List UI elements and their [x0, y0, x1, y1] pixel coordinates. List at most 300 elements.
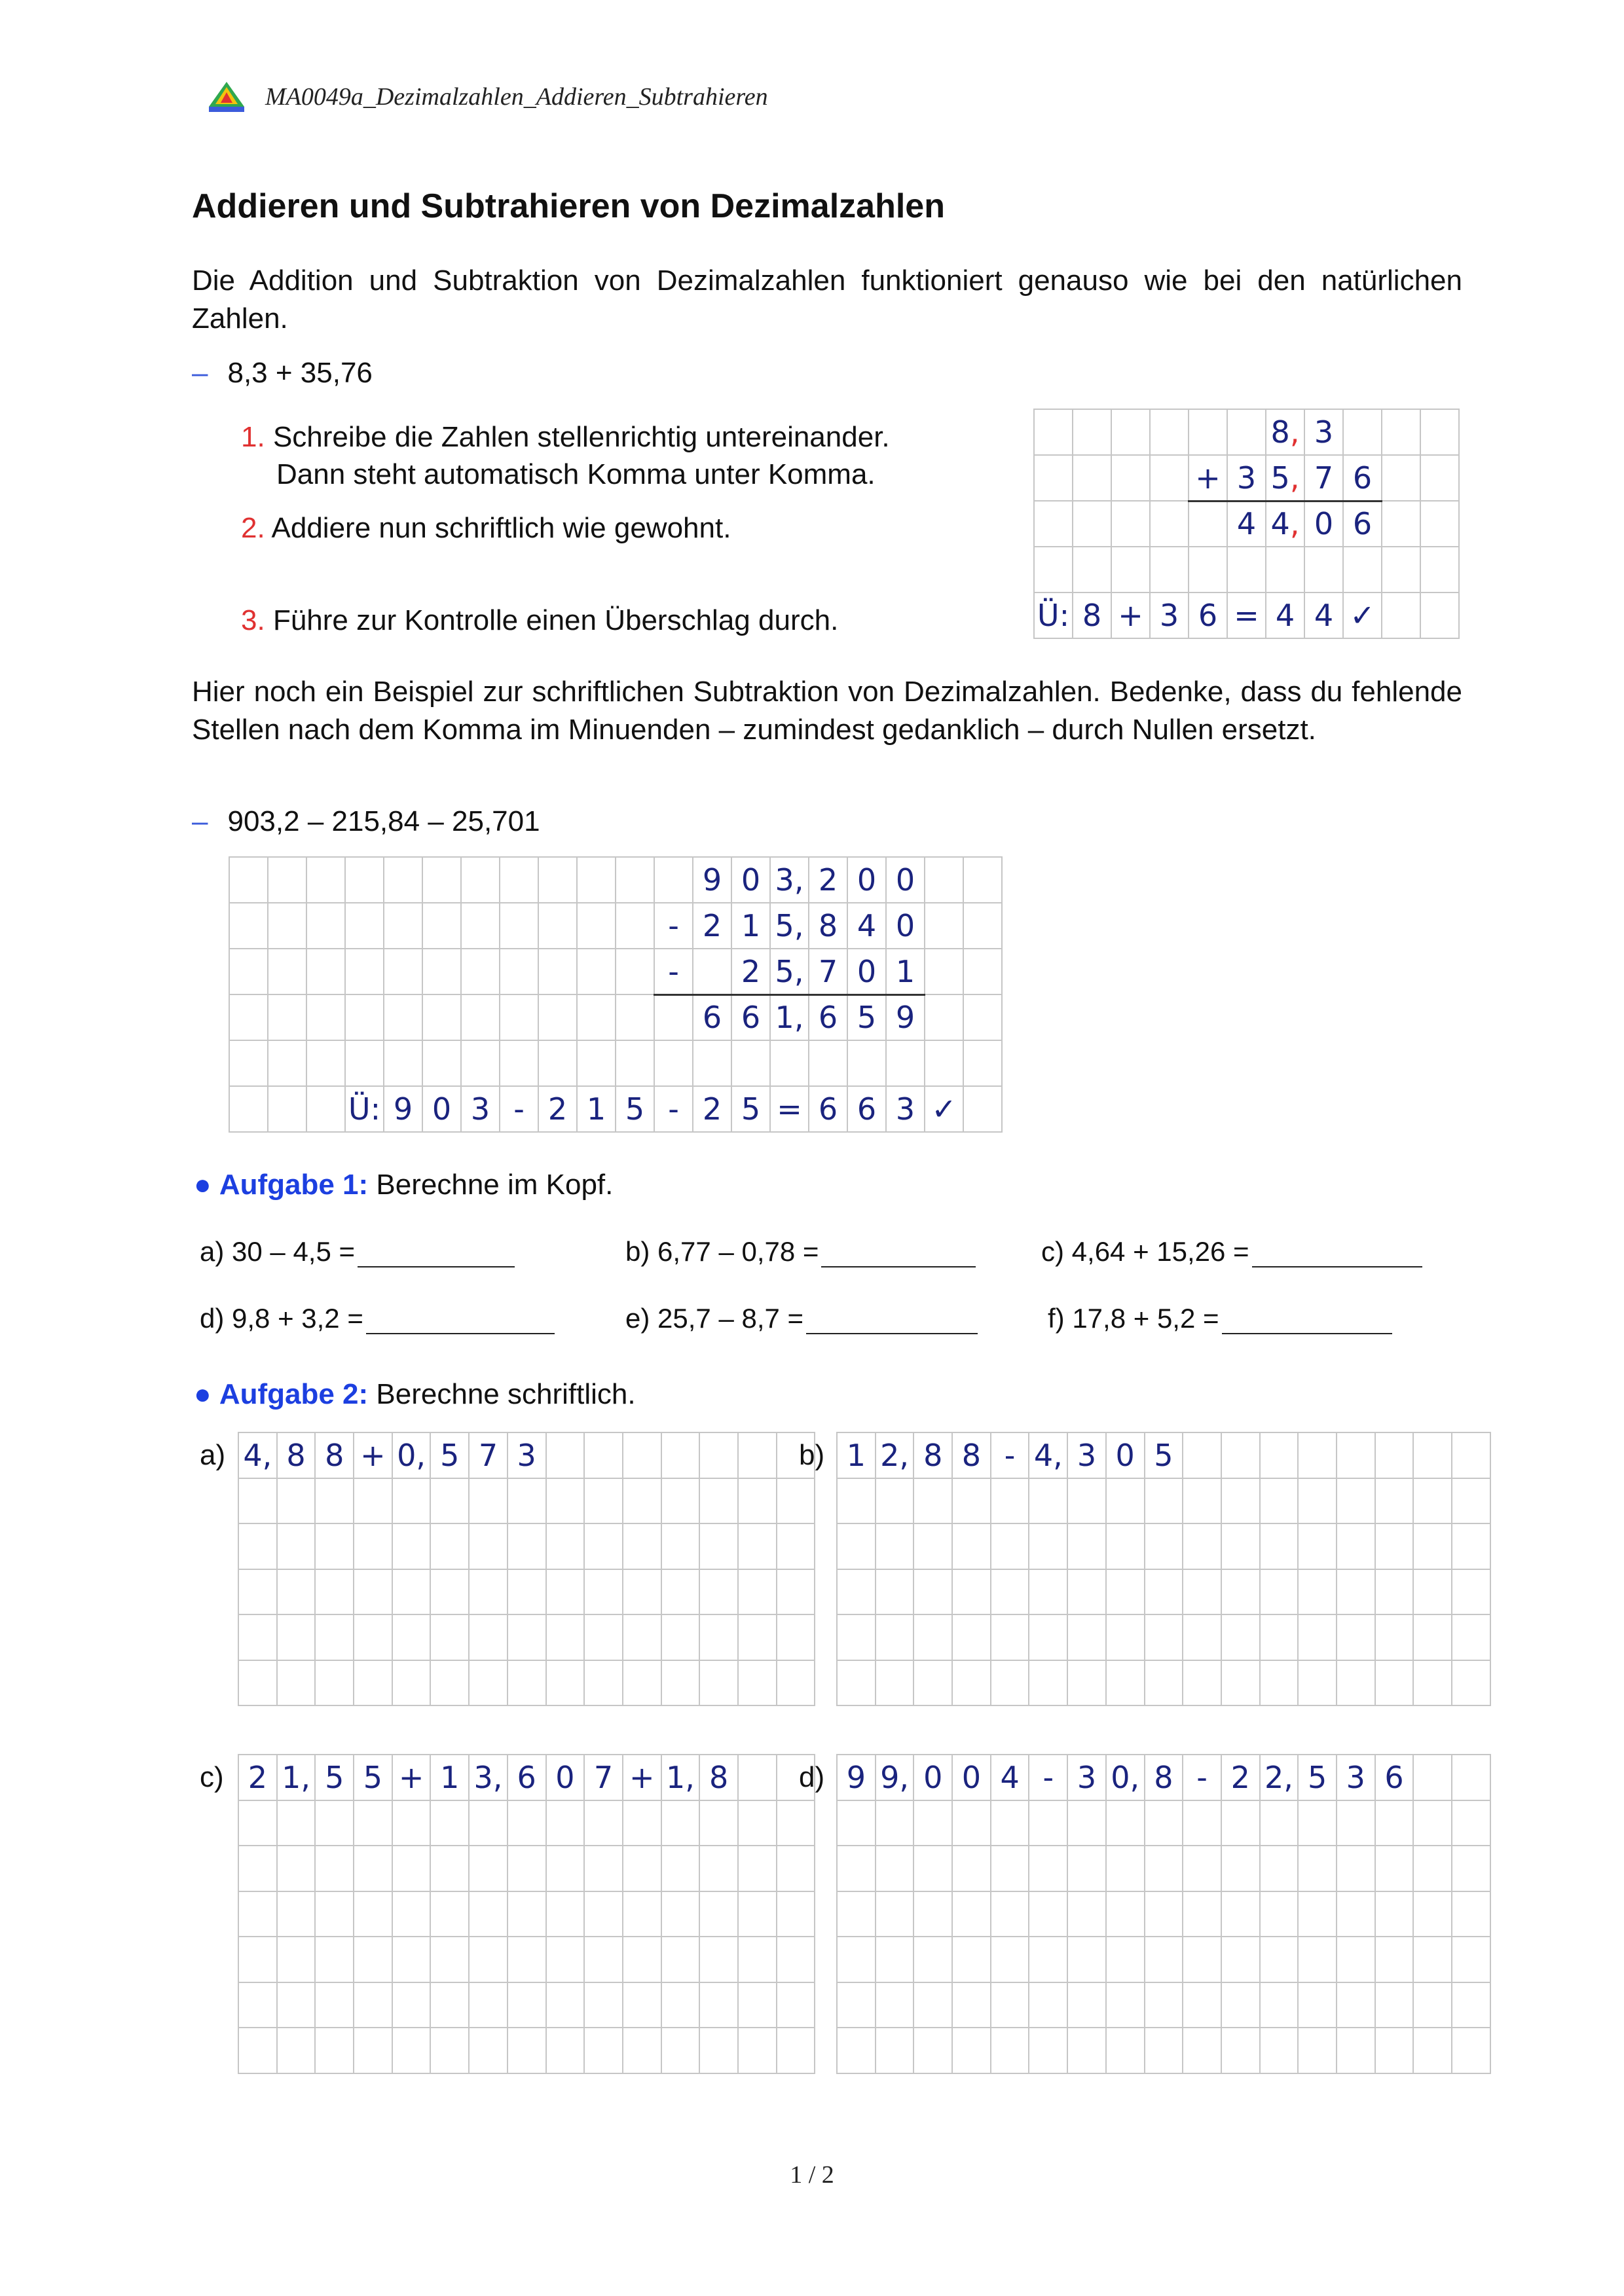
grid-cell[interactable]	[623, 1523, 661, 1569]
grid-cell[interactable]	[1298, 1614, 1337, 1660]
grid-cell[interactable]	[1145, 1478, 1183, 1524]
grid-cell[interactable]	[1183, 1891, 1221, 1937]
grid-cell[interactable]: 7	[584, 1755, 623, 1800]
grid-cell[interactable]	[661, 1432, 700, 1478]
grid-cell[interactable]	[277, 2028, 316, 2073]
grid-cell[interactable]	[837, 1478, 876, 1524]
grid-cell[interactable]	[1298, 1569, 1337, 1615]
grid-cell[interactable]	[1029, 1478, 1067, 1524]
grid-cell[interactable]: 5	[354, 1755, 392, 1800]
grid-cell[interactable]	[1106, 1569, 1145, 1615]
grid-cell[interactable]	[876, 1891, 914, 1937]
grid-cell[interactable]	[277, 1523, 316, 1569]
grid-cell[interactable]	[354, 1846, 392, 1891]
grid-cell[interactable]	[238, 1800, 277, 1846]
grid-cell[interactable]	[238, 1660, 277, 1706]
grid-cell[interactable]	[661, 1660, 700, 1706]
grid-cell[interactable]	[1413, 1478, 1452, 1524]
grid-cell[interactable]	[1067, 1614, 1106, 1660]
grid-cell[interactable]	[1260, 1432, 1299, 1478]
grid-cell[interactable]: 7	[469, 1432, 507, 1478]
grid-cell[interactable]	[837, 1982, 876, 2028]
grid-cell[interactable]	[991, 1569, 1029, 1615]
grid-cell[interactable]	[430, 1614, 469, 1660]
grid-cell[interactable]	[1221, 1432, 1260, 1478]
grid-cell[interactable]	[1413, 1523, 1452, 1569]
grid-cell[interactable]	[991, 1846, 1029, 1891]
grid-cell[interactable]	[837, 1660, 876, 1706]
grid-cell[interactable]	[777, 1982, 815, 2028]
grid-cell[interactable]	[913, 2028, 952, 2073]
grid-cell[interactable]	[1260, 1937, 1299, 1982]
grid-cell[interactable]	[546, 1523, 585, 1569]
grid-cell[interactable]: 4	[991, 1755, 1029, 1800]
grid-cell[interactable]	[1106, 1937, 1145, 1982]
grid-cell[interactable]	[837, 2028, 876, 2073]
grid-cell[interactable]	[584, 1569, 623, 1615]
grid-cell[interactable]	[777, 1891, 815, 1937]
grid-cell[interactable]	[238, 1937, 277, 1982]
grid-cell[interactable]	[238, 1846, 277, 1891]
grid-cell[interactable]	[1183, 2028, 1221, 2073]
grid-cell[interactable]: 4,	[238, 1432, 277, 1478]
grid-cell[interactable]	[952, 1569, 991, 1615]
grid-cell[interactable]	[546, 1614, 585, 1660]
grid-cell[interactable]	[876, 1660, 914, 1706]
grid-cell[interactable]	[1337, 2028, 1375, 2073]
grid-cell[interactable]	[1029, 1982, 1067, 2028]
grid-cell[interactable]	[354, 2028, 392, 2073]
grid-cell[interactable]: 5	[1145, 1432, 1183, 1478]
grid-cell[interactable]	[699, 1569, 738, 1615]
grid-cell[interactable]	[1413, 1982, 1452, 2028]
grid-cell[interactable]	[469, 1800, 507, 1846]
grid-cell[interactable]: 3,	[469, 1755, 507, 1800]
grid-cell[interactable]	[1067, 1478, 1106, 1524]
grid-cell[interactable]	[1413, 1800, 1452, 1846]
grid-cell[interactable]	[1413, 1755, 1452, 1800]
grid-cell[interactable]	[991, 2028, 1029, 2073]
grid-cell[interactable]	[1260, 1800, 1299, 1846]
grid-cell[interactable]	[315, 1937, 354, 1982]
grid-cell[interactable]	[546, 1569, 585, 1615]
grid-cell[interactable]	[991, 1660, 1029, 1706]
grid-cell[interactable]: 1,	[277, 1755, 316, 1800]
grid-cell[interactable]	[392, 2028, 431, 2073]
grid-cell[interactable]	[1413, 1432, 1452, 1478]
grid-cell[interactable]	[1029, 1569, 1067, 1615]
grid-cell[interactable]	[392, 1800, 431, 1846]
grid-cell[interactable]	[661, 1478, 700, 1524]
grid-cell[interactable]	[623, 1478, 661, 1524]
grid-cell[interactable]	[1145, 1800, 1183, 1846]
grid-cell[interactable]	[584, 1523, 623, 1569]
grid-cell[interactable]	[623, 1660, 661, 1706]
grid-cell[interactable]	[1106, 1478, 1145, 1524]
grid-cell[interactable]	[1260, 1614, 1299, 1660]
grid-cell[interactable]	[1375, 1982, 1414, 2028]
grid-cell[interactable]	[1067, 1523, 1106, 1569]
grid-cell[interactable]	[354, 1523, 392, 1569]
grid-cell[interactable]	[837, 1846, 876, 1891]
grid-cell[interactable]	[777, 1660, 815, 1706]
grid-cell[interactable]	[623, 1891, 661, 1937]
grid-cell[interactable]	[277, 1569, 316, 1615]
grid-cell[interactable]	[661, 1569, 700, 1615]
grid-cell[interactable]	[623, 1846, 661, 1891]
grid-cell[interactable]: +	[392, 1755, 431, 1800]
grid-cell[interactable]	[1337, 1891, 1375, 1937]
grid-cell[interactable]	[430, 1982, 469, 2028]
grid-cell[interactable]	[661, 1891, 700, 1937]
grid-cell[interactable]	[584, 1982, 623, 2028]
grid-cell[interactable]	[1029, 1660, 1067, 1706]
grid-cell[interactable]	[738, 1478, 777, 1524]
grid-cell[interactable]	[546, 1937, 585, 1982]
grid-cell[interactable]	[507, 1800, 546, 1846]
task2-grid-c[interactable]	[238, 1754, 815, 2074]
grid-cell[interactable]	[469, 1846, 507, 1891]
grid-cell[interactable]	[699, 1432, 738, 1478]
grid-cell[interactable]	[584, 1478, 623, 1524]
grid-cell[interactable]: 9,	[876, 1755, 914, 1800]
grid-cell[interactable]	[837, 1800, 876, 1846]
grid-cell[interactable]	[738, 1432, 777, 1478]
grid-cell[interactable]	[623, 2028, 661, 2073]
grid-cell[interactable]	[1029, 1523, 1067, 1569]
grid-cell[interactable]	[1221, 1800, 1260, 1846]
grid-cell[interactable]	[392, 1846, 431, 1891]
grid-cell[interactable]	[507, 2028, 546, 2073]
grid-cell[interactable]	[952, 1891, 991, 1937]
grid-cell[interactable]	[1183, 1569, 1221, 1615]
grid-cell[interactable]: 0	[952, 1755, 991, 1800]
grid-cell[interactable]	[738, 2028, 777, 2073]
grid-cell[interactable]	[1067, 1569, 1106, 1615]
task2-grid-d[interactable]	[836, 1754, 1491, 2074]
grid-cell[interactable]	[277, 1800, 316, 1846]
grid-cell[interactable]	[546, 1660, 585, 1706]
grid-cell[interactable]: 1	[837, 1432, 876, 1478]
grid-cell[interactable]	[991, 1478, 1029, 1524]
grid-cell[interactable]	[277, 1478, 316, 1524]
grid-cell[interactable]	[238, 1478, 277, 1524]
grid-cell[interactable]	[430, 1569, 469, 1615]
grid-cell[interactable]	[546, 1891, 585, 1937]
grid-cell[interactable]	[1221, 1523, 1260, 1569]
grid-cell[interactable]	[1029, 1891, 1067, 1937]
grid-cell[interactable]	[469, 2028, 507, 2073]
grid-cell[interactable]	[1298, 1432, 1337, 1478]
grid-cell[interactable]	[991, 1523, 1029, 1569]
grid-cell[interactable]	[1375, 1432, 1414, 1478]
grid-cell[interactable]	[661, 1800, 700, 1846]
grid-cell[interactable]	[952, 1478, 991, 1524]
grid-cell[interactable]	[699, 1660, 738, 1706]
task2-grid-a[interactable]	[238, 1432, 815, 1706]
grid-cell[interactable]	[623, 1982, 661, 2028]
grid-cell[interactable]	[1452, 1846, 1490, 1891]
grid-cell[interactable]	[837, 1891, 876, 1937]
grid-cell[interactable]	[469, 1891, 507, 1937]
grid-cell[interactable]	[1452, 1891, 1490, 1937]
grid-cell[interactable]	[507, 1846, 546, 1891]
grid-cell[interactable]	[1298, 1937, 1337, 1982]
grid-cell[interactable]	[354, 1937, 392, 1982]
grid-cell[interactable]	[913, 1523, 952, 1569]
grid-cell[interactable]	[277, 1891, 316, 1937]
grid-cell[interactable]: -	[1029, 1755, 1067, 1800]
grid-cell[interactable]	[1375, 1614, 1414, 1660]
grid-cell[interactable]	[1375, 1478, 1414, 1524]
grid-cell[interactable]	[1067, 1937, 1106, 1982]
grid-cell[interactable]	[315, 1478, 354, 1524]
grid-cell[interactable]	[661, 1614, 700, 1660]
grid-cell[interactable]	[1106, 1523, 1145, 1569]
grid-cell[interactable]	[837, 1614, 876, 1660]
grid-cell[interactable]	[913, 1614, 952, 1660]
grid-cell[interactable]	[1260, 1846, 1299, 1891]
grid-cell[interactable]	[1029, 1800, 1067, 1846]
grid-cell[interactable]	[1452, 1569, 1490, 1615]
grid-cell[interactable]	[1298, 1523, 1337, 1569]
grid-cell[interactable]	[699, 1523, 738, 1569]
grid-cell[interactable]	[315, 1523, 354, 1569]
grid-cell[interactable]	[1375, 1937, 1414, 1982]
grid-cell[interactable]	[1413, 1660, 1452, 1706]
grid-cell[interactable]	[1145, 1569, 1183, 1615]
grid-cell[interactable]	[777, 1478, 815, 1524]
grid-cell[interactable]	[1106, 1982, 1145, 2028]
grid-cell[interactable]	[1375, 1800, 1414, 1846]
grid-cell[interactable]	[1106, 1800, 1145, 1846]
grid-cell[interactable]	[469, 1937, 507, 1982]
grid-cell[interactable]	[876, 1478, 914, 1524]
grid-cell[interactable]	[876, 2028, 914, 2073]
grid-cell[interactable]	[1221, 1569, 1260, 1615]
grid-cell[interactable]	[1337, 1478, 1375, 1524]
grid-cell[interactable]	[277, 1937, 316, 1982]
grid-cell[interactable]	[1183, 1660, 1221, 1706]
grid-cell[interactable]	[1298, 1982, 1337, 2028]
grid-cell[interactable]	[623, 1614, 661, 1660]
grid-cell[interactable]	[777, 2028, 815, 2073]
grid-cell[interactable]	[1183, 1846, 1221, 1891]
grid-cell[interactable]	[876, 1800, 914, 1846]
answer-blank-f[interactable]	[1222, 1308, 1392, 1334]
grid-cell[interactable]: 0	[913, 1755, 952, 1800]
grid-cell[interactable]	[1183, 1982, 1221, 2028]
grid-cell[interactable]	[1298, 1846, 1337, 1891]
answer-blank-a[interactable]	[358, 1241, 515, 1267]
grid-cell[interactable]	[354, 1569, 392, 1615]
grid-cell[interactable]	[1221, 1614, 1260, 1660]
grid-cell[interactable]	[699, 1846, 738, 1891]
grid-cell[interactable]	[1145, 1982, 1183, 2028]
grid-cell[interactable]	[837, 1523, 876, 1569]
grid-cell[interactable]	[1145, 1846, 1183, 1891]
grid-cell[interactable]	[1375, 1569, 1414, 1615]
grid-cell[interactable]: +	[354, 1432, 392, 1478]
grid-cell[interactable]	[1029, 2028, 1067, 2073]
grid-cell[interactable]	[469, 1478, 507, 1524]
grid-cell[interactable]	[876, 1614, 914, 1660]
grid-cell[interactable]	[238, 1523, 277, 1569]
grid-cell[interactable]	[738, 1800, 777, 1846]
grid-cell[interactable]	[738, 1660, 777, 1706]
grid-cell[interactable]	[876, 1523, 914, 1569]
grid-cell[interactable]	[1337, 1614, 1375, 1660]
grid-cell[interactable]	[1413, 1891, 1452, 1937]
grid-cell[interactable]	[837, 1937, 876, 1982]
grid-cell[interactable]: 5	[315, 1755, 354, 1800]
grid-cell[interactable]	[1298, 2028, 1337, 2073]
grid-cell[interactable]: 3	[507, 1432, 546, 1478]
grid-cell[interactable]	[469, 1982, 507, 2028]
grid-cell[interactable]	[392, 1523, 431, 1569]
grid-cell[interactable]	[952, 2028, 991, 2073]
grid-cell[interactable]	[430, 1800, 469, 1846]
grid-cell[interactable]	[1145, 1937, 1183, 1982]
grid-cell[interactable]	[913, 1937, 952, 1982]
grid-cell[interactable]	[876, 1569, 914, 1615]
grid-cell[interactable]	[1067, 1846, 1106, 1891]
grid-cell[interactable]	[952, 1660, 991, 1706]
grid-cell[interactable]: -	[1183, 1755, 1221, 1800]
grid-cell[interactable]: 2	[238, 1755, 277, 1800]
grid-cell[interactable]	[1452, 1660, 1490, 1706]
grid-cell[interactable]	[354, 1982, 392, 2028]
grid-cell[interactable]	[1183, 1478, 1221, 1524]
grid-cell[interactable]	[1183, 1523, 1221, 1569]
grid-cell[interactable]	[1145, 2028, 1183, 2073]
grid-cell[interactable]	[876, 1937, 914, 1982]
grid-cell[interactable]	[1029, 1846, 1067, 1891]
grid-cell[interactable]	[1106, 2028, 1145, 2073]
answer-blank-b[interactable]	[821, 1241, 976, 1267]
grid-cell[interactable]	[952, 1846, 991, 1891]
grid-cell[interactable]	[1413, 1846, 1452, 1891]
grid-cell[interactable]	[584, 1846, 623, 1891]
grid-cell[interactable]	[277, 1660, 316, 1706]
grid-cell[interactable]	[430, 2028, 469, 2073]
grid-cell[interactable]: 6	[507, 1755, 546, 1800]
grid-cell[interactable]	[1337, 1800, 1375, 1846]
grid-cell[interactable]	[1337, 1523, 1375, 1569]
grid-cell[interactable]	[238, 1891, 277, 1937]
grid-cell[interactable]: 8	[913, 1432, 952, 1478]
grid-cell[interactable]	[699, 2028, 738, 2073]
grid-cell[interactable]	[584, 1937, 623, 1982]
grid-cell[interactable]: 0	[1106, 1432, 1145, 1478]
grid-cell[interactable]	[661, 1982, 700, 2028]
grid-cell[interactable]	[315, 1982, 354, 2028]
grid-cell[interactable]	[1298, 1891, 1337, 1937]
grid-cell[interactable]: 2,	[1260, 1755, 1299, 1800]
grid-cell[interactable]	[1413, 2028, 1452, 2073]
grid-cell[interactable]	[1106, 1660, 1145, 1706]
grid-cell[interactable]	[546, 1478, 585, 1524]
grid-cell[interactable]	[315, 1614, 354, 1660]
grid-cell[interactable]	[354, 1614, 392, 1660]
grid-cell[interactable]	[507, 1569, 546, 1615]
grid-cell[interactable]	[392, 1982, 431, 2028]
grid-cell[interactable]	[546, 1982, 585, 2028]
grid-cell[interactable]	[1413, 1614, 1452, 1660]
grid-cell[interactable]	[1337, 1937, 1375, 1982]
grid-cell[interactable]	[315, 1800, 354, 1846]
grid-cell[interactable]	[777, 1523, 815, 1569]
grid-cell[interactable]	[315, 2028, 354, 2073]
grid-cell[interactable]	[238, 2028, 277, 2073]
grid-cell[interactable]	[1260, 1891, 1299, 1937]
grid-cell[interactable]: +	[623, 1755, 661, 1800]
grid-cell[interactable]	[1067, 1660, 1106, 1706]
grid-cell[interactable]	[952, 1982, 991, 2028]
grid-cell[interactable]	[392, 1478, 431, 1524]
grid-cell[interactable]	[238, 1614, 277, 1660]
grid-cell[interactable]	[777, 1846, 815, 1891]
grid-cell[interactable]: 2,	[876, 1432, 914, 1478]
grid-cell[interactable]: 9	[837, 1755, 876, 1800]
grid-cell[interactable]	[1375, 1846, 1414, 1891]
grid-cell[interactable]	[277, 1846, 316, 1891]
grid-cell[interactable]	[913, 1800, 952, 1846]
grid-cell[interactable]	[1337, 1660, 1375, 1706]
grid-cell[interactable]	[1375, 1523, 1414, 1569]
grid-cell[interactable]	[1221, 2028, 1260, 2073]
grid-cell[interactable]	[584, 1891, 623, 1937]
grid-cell[interactable]	[430, 1937, 469, 1982]
grid-cell[interactable]	[1145, 1660, 1183, 1706]
grid-cell[interactable]	[1067, 1982, 1106, 2028]
grid-cell[interactable]	[315, 1891, 354, 1937]
grid-cell[interactable]	[837, 1569, 876, 1615]
grid-cell[interactable]	[1452, 2028, 1490, 2073]
grid-cell[interactable]: 8	[315, 1432, 354, 1478]
answer-blank-c[interactable]	[1252, 1241, 1422, 1267]
grid-cell[interactable]	[469, 1523, 507, 1569]
grid-cell[interactable]	[430, 1660, 469, 1706]
grid-cell[interactable]	[430, 1478, 469, 1524]
grid-cell[interactable]	[238, 1982, 277, 2028]
task2-grid-b[interactable]	[836, 1432, 1491, 1706]
grid-cell[interactable]	[1452, 1523, 1490, 1569]
grid-cell[interactable]: 8	[1145, 1755, 1183, 1800]
grid-cell[interactable]	[546, 1432, 585, 1478]
grid-cell[interactable]	[1298, 1800, 1337, 1846]
grid-cell[interactable]	[1375, 1891, 1414, 1937]
grid-cell[interactable]	[661, 1523, 700, 1569]
grid-cell[interactable]	[738, 1846, 777, 1891]
grid-cell[interactable]	[913, 1478, 952, 1524]
grid-cell[interactable]	[1298, 1660, 1337, 1706]
grid-cell[interactable]	[661, 1846, 700, 1891]
grid-cell[interactable]	[1260, 1982, 1299, 2028]
grid-cell[interactable]: 0,	[1106, 1755, 1145, 1800]
grid-cell[interactable]: 5	[1298, 1755, 1337, 1800]
grid-cell[interactable]	[469, 1614, 507, 1660]
grid-cell[interactable]	[430, 1891, 469, 1937]
grid-cell[interactable]: 0	[546, 1755, 585, 1800]
grid-cell[interactable]	[777, 1937, 815, 1982]
grid-cell[interactable]	[507, 1660, 546, 1706]
grid-cell[interactable]	[738, 1891, 777, 1937]
grid-cell[interactable]	[584, 2028, 623, 2073]
grid-cell[interactable]	[623, 1432, 661, 1478]
grid-cell[interactable]: 4,	[1029, 1432, 1067, 1478]
grid-cell[interactable]	[991, 1937, 1029, 1982]
